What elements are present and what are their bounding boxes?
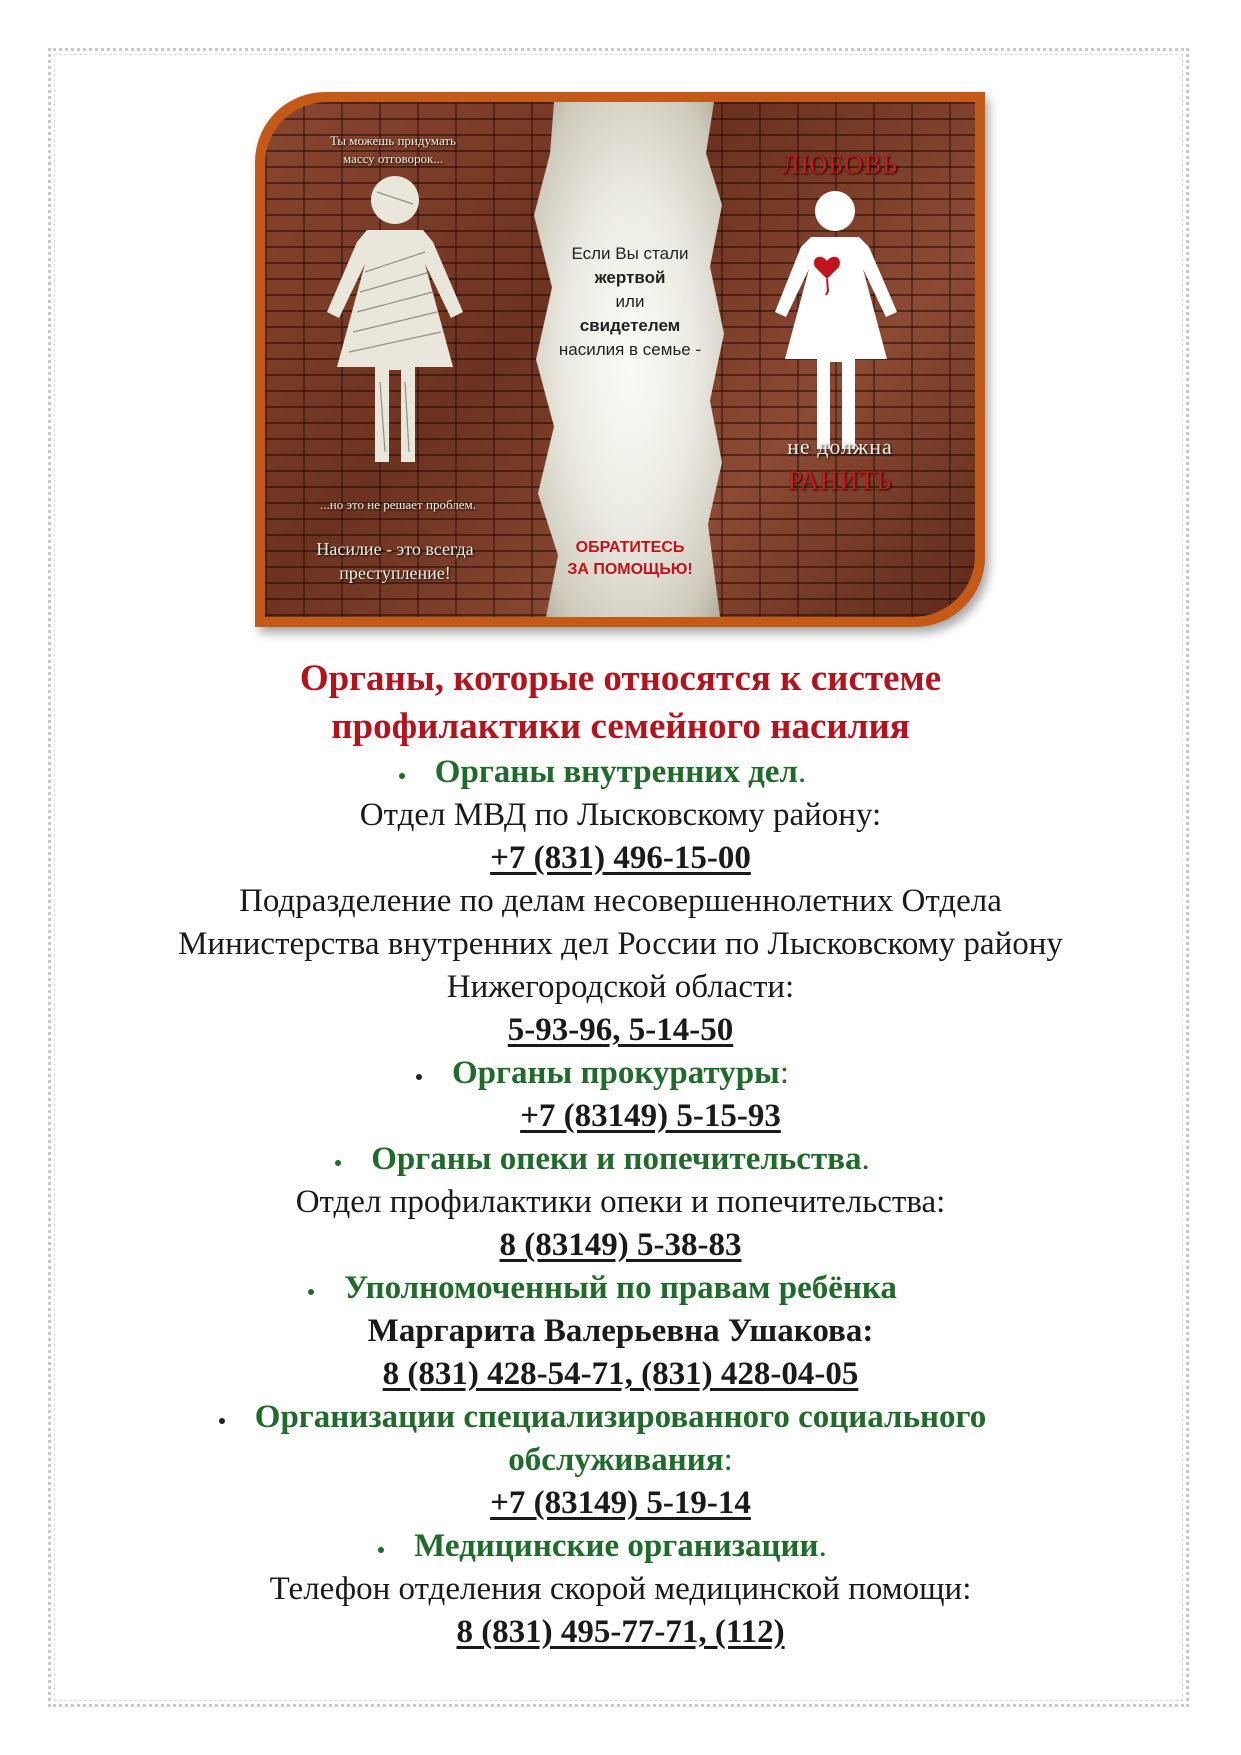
phone-number[interactable]: 8 (831) 428-54-71, (831) 428-04-05: [382, 1356, 859, 1392]
bullet-icon: [335, 1160, 341, 1166]
phone-number[interactable]: +7 (831) 496-15-00: [490, 840, 751, 876]
category-heading-continued: [60, 1439, 1181, 1482]
poster-love-text: ЛЮБОВЬ: [781, 150, 899, 179]
list-item-social: [60, 1396, 1181, 1439]
poster-call-to-action: ОБРАТИТЕСЬ ЗА ПОМОЩЬЮ!: [567, 539, 693, 578]
list-item-police: [60, 751, 1181, 794]
poster-image: [255, 92, 985, 627]
woman-figure-left-icon: [305, 172, 485, 472]
juvenile-unit-label-1: Подразделение по делам несовершеннолетних Отдела: [239, 883, 1002, 919]
phone-number[interactable]: 5-93-96, 5-14-50: [507, 1012, 734, 1048]
poster-left-bottom-text: Насилие - это всегда преступление!: [316, 539, 474, 583]
ambulance-label: Телефон отделения скорой медицинской помощи:: [269, 1571, 972, 1607]
category-heading: Организации специализированного социального: [255, 1396, 986, 1439]
category-heading: Органы внутренних дел.: [435, 751, 806, 794]
poster-notmust-text: не должна: [787, 434, 893, 459]
bullet-icon: [399, 773, 405, 779]
phone-number[interactable]: 8 (831) 495-77-71, (112): [456, 1614, 785, 1650]
list-item-prosecutor: [60, 1052, 1181, 1095]
page-title: Органы, которые относятся к системе профилактики семейного насилия: [299, 658, 942, 747]
phone-number[interactable]: +7 (83149) 5-15-93: [520, 1098, 781, 1134]
woman-figure-right-icon: [755, 187, 915, 457]
phone-number[interactable]: +7 (83149) 5-19-14: [490, 1485, 751, 1521]
bullet-icon: [416, 1074, 422, 1080]
list-item-ombudsman: [60, 1267, 1181, 1310]
category-heading: Органы прокуратуры:: [452, 1052, 789, 1095]
poster-hurt-text: РАНИТЬ: [787, 466, 893, 495]
category-heading-line2: обслуживания:: [508, 1442, 733, 1478]
police-dept-label: Отдел МВД по Лысковскому району:: [359, 797, 882, 833]
bullet-icon: [378, 1547, 384, 1553]
document-body: [60, 655, 1181, 1654]
category-heading: Медицинские организации.: [414, 1525, 827, 1568]
ombudsman-name: Маргарита Валерьевна Ушакова:: [367, 1313, 874, 1349]
poster-left-top-text: Ты можешь придумать массу отговорок...: [330, 133, 456, 166]
poster-left-mid-text: ...но это не решает проблем.: [319, 497, 476, 512]
category-heading: Органы опеки и попечительства.: [371, 1138, 869, 1181]
bullet-icon: [308, 1289, 314, 1295]
category-heading: Уполномоченный по правам ребёнка: [344, 1267, 897, 1310]
juvenile-unit-label-2: Министерства внутренних дел России по Лысковскому району: [178, 926, 1063, 962]
poster-center-text: Если Вы стали жертвой или свидетелем насилия в семье -: [558, 244, 702, 359]
juvenile-unit-label-3: Нижегородской области:: [446, 969, 795, 1005]
bullet-icon: [219, 1418, 225, 1424]
list-item-medical: [60, 1525, 1181, 1568]
brick-wall: [265, 102, 975, 617]
phone-number[interactable]: 8 (83149) 5-38-83: [499, 1227, 742, 1263]
list-item-guardianship: [60, 1138, 1181, 1181]
guardianship-dept-label: Отдел профилактики опеки и попечительства:: [295, 1184, 946, 1220]
